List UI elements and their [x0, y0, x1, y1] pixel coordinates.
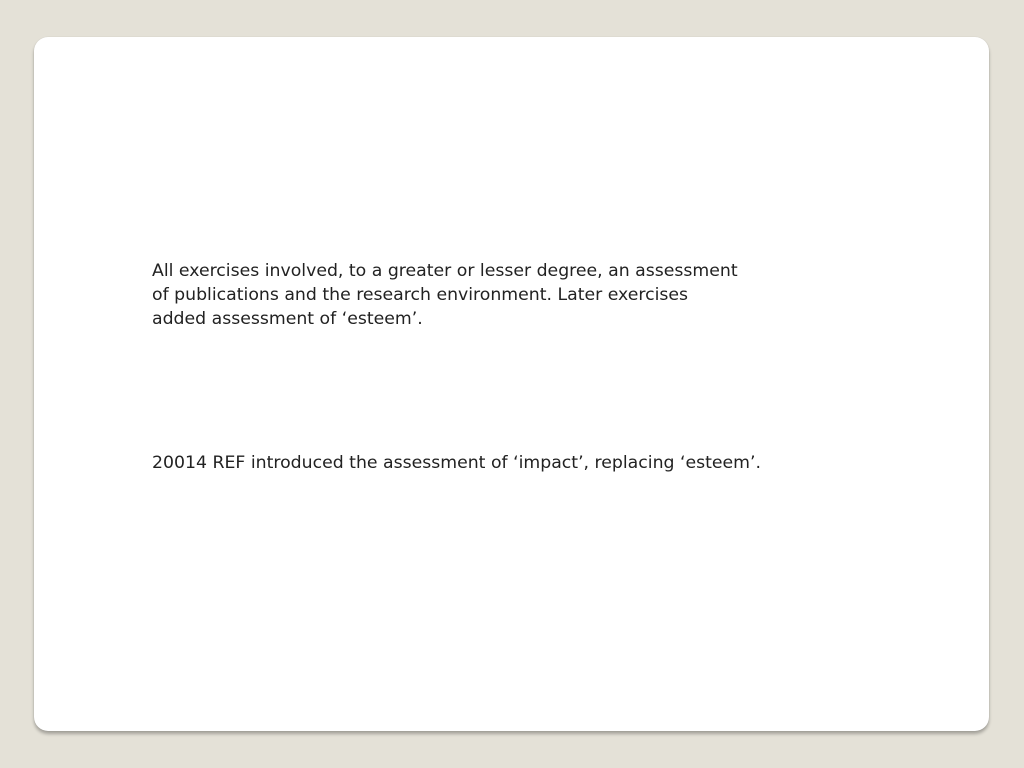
slide-card: [34, 37, 989, 731]
body-paragraph-2: 20014 REF introduced the assessment of ‘impact’, replacing ‘esteem’.: [152, 453, 761, 473]
body-paragraph-1: All exercises involved, to a greater or lesser degree, an assessment of publications and the research environment. Later exercises added assessment of ‘esteem’.: [152, 261, 738, 329]
